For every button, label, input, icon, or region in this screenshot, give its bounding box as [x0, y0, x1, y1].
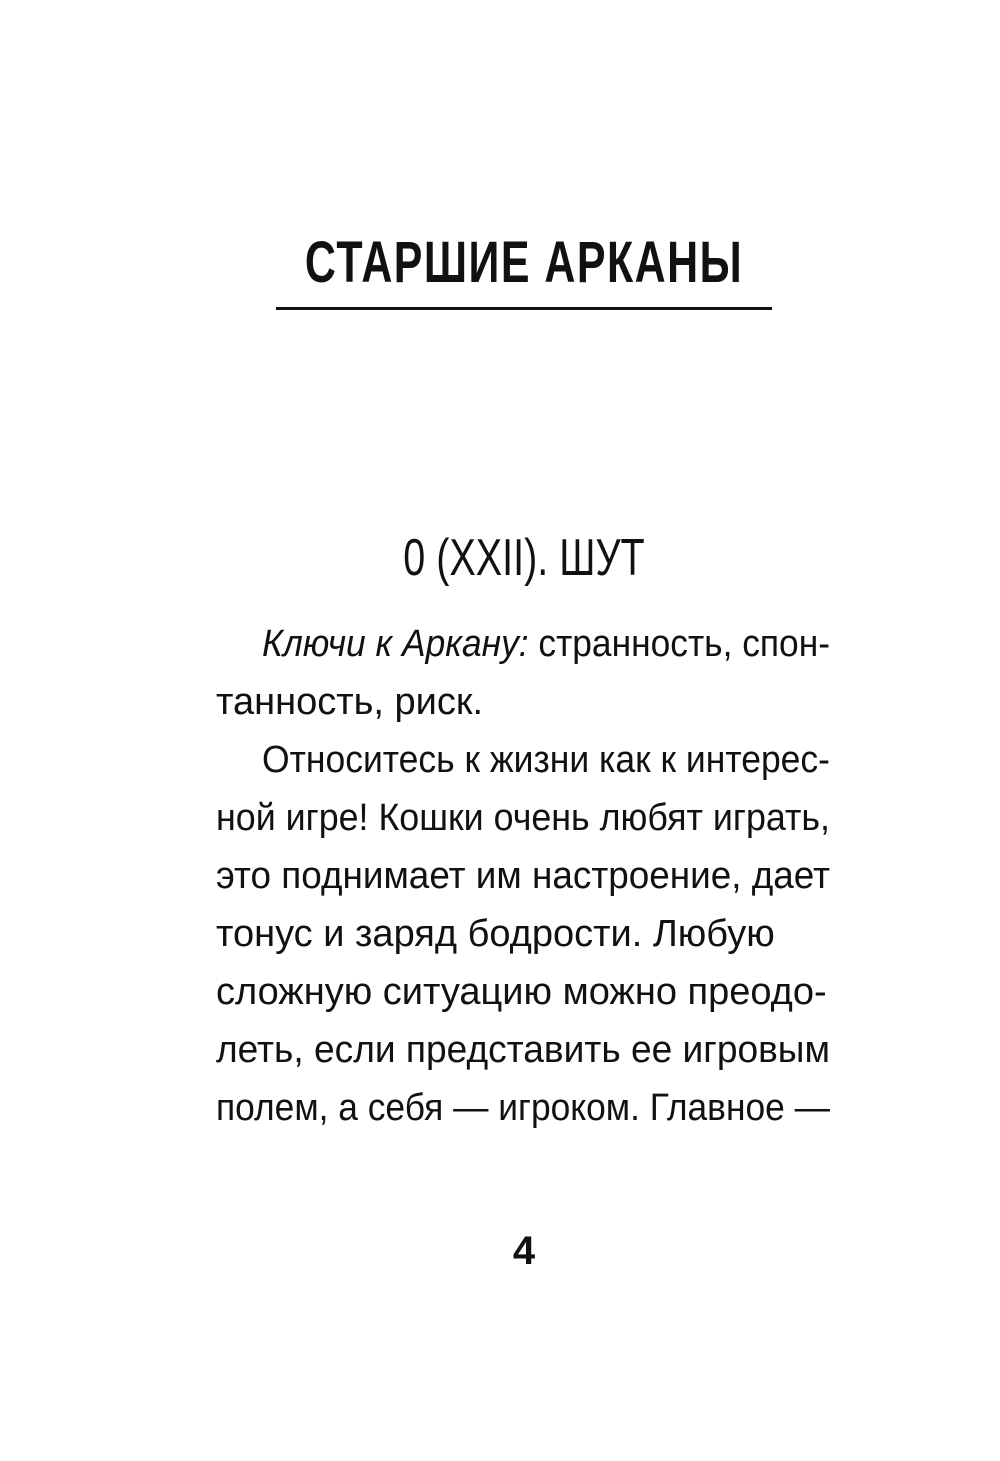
paragraph-line: леть, если представить ее игровым: [216, 1029, 830, 1071]
keys-line-1: [262, 615, 830, 673]
page-number: 4: [512, 1229, 536, 1273]
paragraph-line: полем, а себя — игроком. Главное —: [216, 1087, 830, 1129]
keys-text-continued: танность, риск.: [216, 681, 484, 723]
section-title: СТАРШИЕ АРКАНЫ: [304, 230, 744, 295]
paragraph-line: тонус и заряд бодрости. Любую: [216, 913, 775, 955]
card-title: 0 (XXII). ШУТ: [403, 529, 645, 587]
paragraph-line: ной игре! Кошки очень любят играть,: [216, 797, 830, 839]
keys-line-2: [216, 673, 830, 731]
section-title-underline: [276, 307, 772, 310]
paragraph-line: Относитесь к жизни как к интерес-: [262, 739, 830, 781]
keys-text: странность, спон-: [528, 623, 830, 665]
keys-label: Ключи к Аркану:: [262, 623, 529, 665]
paragraph-line: сложную ситуацию можно преодо-: [216, 971, 827, 1013]
paragraph-line: это поднимает им настроение, дает: [216, 855, 830, 897]
